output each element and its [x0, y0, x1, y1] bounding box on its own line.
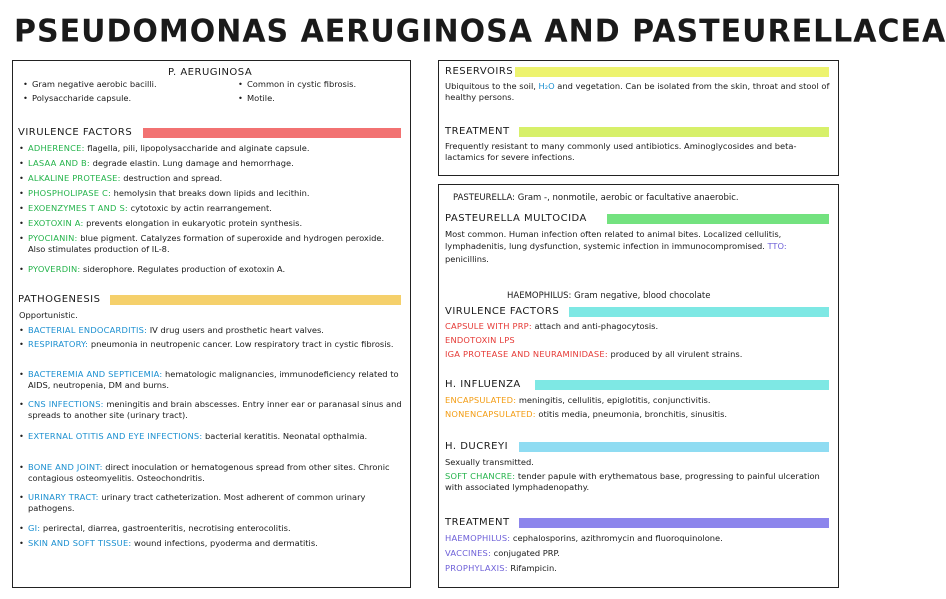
virulence-item: • PHOSPHOLIPASE C: hemolysin that breaks down lipids and lecithin. — [19, 188, 408, 199]
influenza-highlight-bar — [535, 380, 829, 390]
virulence-item: • PYOCIANIN: blue pigment. Catalyzes formation of superoxide and hydrogen peroxide. Also stimulates production of IL-8. — [19, 233, 388, 255]
pathogenesis-item: • BACTERIAL ENDOCARDITIS: IV drug users and prosthetic heart valves. — [19, 325, 408, 336]
fact-item: • Common in cystic fibrosis. — [238, 79, 356, 90]
p-aeruginosa-title: P. AERUGINOSA — [168, 67, 253, 78]
fact-item: • Motile. — [238, 93, 275, 104]
influenza-header: H. INFLUENZA — [445, 379, 521, 390]
pathogenesis-item: • RESPIRATORY: pneumonia in neutropenic cancer. Low respiratory tract in cystic fibrosis. — [19, 339, 398, 350]
haemophilus-vf-highlight-bar — [569, 307, 829, 317]
treatment-item: PROPHYLAXIS: Rifampicin. — [445, 563, 557, 573]
pasteurella-panel — [438, 184, 839, 588]
fact-item: • Polysaccharide capsule. — [23, 93, 131, 104]
influenza-item: ENCAPSULATED: meningitis, cellulitis, epiglotitis, conjunctivitis. — [445, 395, 711, 405]
fact-item: • Gram negative aerobic bacilli. — [23, 79, 157, 90]
influenza-item: NONENCAPSULATED: otitis media, pneumonia, bronchitis, sinusitis. — [445, 409, 728, 419]
ducreyi-highlight-bar — [519, 442, 829, 452]
ducreyi-header: H. DUCREYI — [445, 441, 509, 452]
virulence-item: • EXOENZYMES T AND S: cytotoxic by actin rearrangement. — [19, 203, 408, 214]
virulence-item: • EXOTOXIN A: prevents elongation in eukaryotic protein synthesis. — [19, 218, 408, 229]
virulence-factors-header: VIRULENCE FACTORS — [18, 127, 133, 138]
reservoirs-header: RESERVOIRS — [445, 66, 514, 77]
haemophilus-vf-item: ENDOTOXIN LPS — [445, 335, 515, 345]
pathogenesis-item: • SKIN AND SOFT TISSUE: wound infections, pyoderma and dermatitis. — [19, 538, 408, 549]
treatment-highlight-bar — [519, 127, 829, 137]
reservoirs-text: Ubiquitous to the soil, H₂O and vegetation. Can be isolated from the skin, throat and stool of healthy persons. — [445, 81, 830, 103]
haemophilus-intro: HAEMOPHILUS: Gram negative, blood chocolate — [507, 291, 711, 301]
pathogenesis-item: • BONE AND JOINT: direct inoculation or hematogenous spread from other sites. Chronic contagious osteomyelitis. Osteochondritis. — [19, 462, 408, 484]
pathogenesis-item: • URINARY TRACT: urinary tract catheterization. Most adherent of common urinary pathogens. — [19, 492, 398, 514]
virulence-item: • ADHERENCE: flagella, pili, lipopolysaccharide and alginate capsule. — [19, 143, 408, 154]
virulence-highlight-bar — [143, 128, 401, 138]
ducreyi-text: Sexually transmitted. — [445, 457, 534, 467]
pasteurella-treatment-header: TREATMENT — [445, 517, 510, 528]
pathogenesis-intro: Opportunistic. — [19, 310, 78, 320]
pasteurella-treatment-highlight-bar — [519, 518, 829, 528]
page-title: PSEUDOMONAS AERUGINOSA AND PASTEURELLACEA — [14, 13, 946, 50]
haemophilus-vf-item: IGA PROTEASE AND NEURAMINIDASE: produced by all virulent strains. — [445, 349, 743, 359]
pathogenesis-item: • BACTEREMIA AND SEPTICEMIA: hematologic malignancies, immunodeficiency related to AIDS, neutropenia, DM and burns. — [19, 369, 408, 391]
multocida-text: Most common. Human infection often related to animal bites. Localized cellulitis, lymphadenitis, lung dysfunction, systemic infection in immunocompromised. TTO: penicillins. — [445, 229, 787, 264]
reservoirs-panel — [438, 60, 839, 176]
virulence-item: • PYOVERDIN: siderophore. Regulates production of exotoxin A. — [19, 264, 408, 275]
treatment-item: VACCINES: conjugated PRP. — [445, 548, 560, 558]
pseudomonas-panel — [12, 60, 411, 588]
multocida-header: PASTEURELLA MULTOCIDA — [445, 213, 587, 224]
virulence-item: • LASAA AND B: degrade elastin. Lung damage and hemorrhage. — [19, 158, 408, 169]
virulence-item: • ALKALINE PROTEASE: destruction and spread. — [19, 173, 408, 184]
multocida-highlight-bar — [607, 214, 829, 224]
pathogenesis-item: • EXTERNAL OTITIS AND EYE INFECTIONS: bacterial keratitis. Neonatal opthalmia. — [19, 431, 398, 442]
haemophilus-vf-header: VIRULENCE FACTORS — [445, 306, 560, 317]
pathogenesis-item: • GI: perirectal, diarrea, gastroenteritis, necrotising enterocolitis. — [19, 523, 408, 534]
reservoirs-treatment-text: Frequently resistant to many commonly used antibiotics. Aminoglycosides and beta-lactamics for severe infections. — [445, 141, 797, 163]
haemophilus-vf-item: CAPSULE WITH PRP: attach and anti-phagocytosis. — [445, 321, 659, 331]
pathogenesis-highlight-bar — [110, 295, 401, 305]
pasteurella-intro: PASTEURELLA: Gram -, nonmotile, aerobic or facultative anaerobic. — [453, 193, 739, 203]
reservoirs-treatment-header: TREATMENT — [445, 126, 510, 137]
pathogenesis-header: PATHOGENESIS — [18, 294, 101, 305]
reservoirs-highlight-bar — [515, 67, 829, 77]
treatment-item: HAEMOPHILUS: cephalosporins, azithromycin and fluoroquinolone. — [445, 533, 723, 543]
ducreyi-soft-chancre: SOFT CHANCRE: tender papule with erythematous base, progressing to painful ulceration with associated lymphadenopathy. — [445, 471, 820, 493]
pathogenesis-item: • CNS INFECTIONS: meningitis and brain abscesses. Entry inner ear or paranasal sinus and spreads to another site (urinary tract). — [19, 399, 408, 421]
